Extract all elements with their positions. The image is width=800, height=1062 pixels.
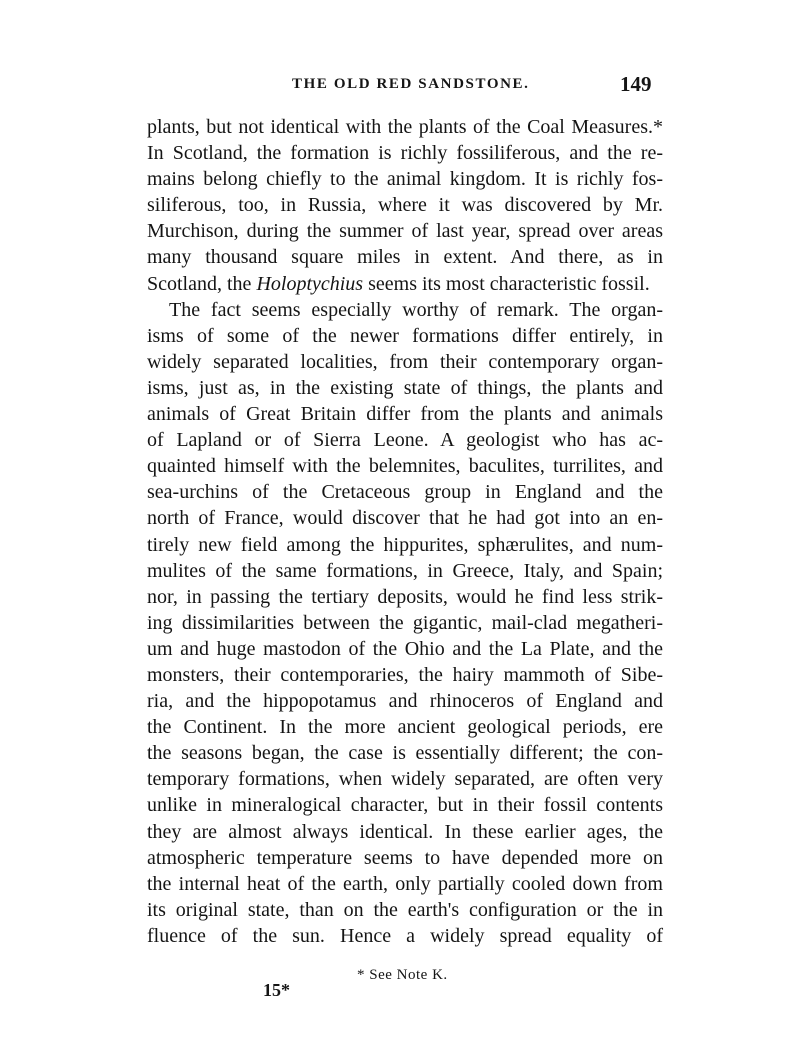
text-line: the seasons began, the case is essentially different; the con- — [147, 742, 663, 765]
text-line: animals of Great Britain differ from the plants and animals — [147, 403, 663, 426]
text-line: the internal heat of the earth, only partially cooled down from — [147, 872, 663, 895]
text-line: atmospheric temperature seems to have depended more on — [147, 846, 663, 869]
text-line: its original state, than on the earth's configuration or the in — [147, 898, 663, 921]
text-line: unlike in mineralogical character, but in their fossil contents — [147, 794, 663, 817]
text-line: the Continent. In the more ancient geological periods, ere — [147, 716, 663, 739]
text-line: isms, just as, in the existing state of things, the plants and — [147, 376, 663, 399]
text-line: quainted himself with the belemnites, baculites, turrilites, and — [147, 455, 663, 478]
running-title: THE OLD RED SANDSTONE. — [292, 76, 530, 92]
text-line: siliferous, too, in Russia, where it was discovered by Mr. — [147, 194, 663, 217]
text-line: plants, but not identical with the plants of the Coal Measures.* — [147, 116, 663, 138]
text-line: tirely new field among the hippurites, sphærulites, and num- — [147, 533, 663, 556]
text-line: mulites of the same formations, in Greece, Italy, and Spain; — [147, 559, 663, 582]
text-line: they are almost always identical. In these earlier ages, the — [147, 820, 663, 843]
text-line: many thousand square miles in extent. And there, as in — [147, 246, 663, 269]
text-line: temporary formations, when widely separated, are often very — [147, 768, 663, 791]
text-line: isms of some of the newer formations differ entirely, in — [147, 324, 663, 347]
text-line: of Lapland or of Sierra Leone. A geologist who has ac- — [147, 429, 663, 452]
text-line: ing dissimilarities between the gigantic, mail-clad megatheri- — [147, 611, 663, 634]
text-line: Scotland, the Holoptychius seems its most characteristic fossil. — [147, 272, 650, 295]
text-line: In Scotland, the formation is richly fossiliferous, and the re- — [147, 142, 663, 165]
text-line: widely separated localities, from their contemporary organ- — [147, 350, 663, 373]
paragraph-start-line: The fact seems especially worthy of remark. The organ- — [169, 298, 663, 321]
text-line: nor, in passing the tertiary deposits, would he find less strik- — [147, 585, 663, 608]
text-line: sea-urchins of the Cretaceous group in England and the — [147, 481, 663, 504]
species-name: Holoptychius — [256, 272, 364, 295]
text-line: fluence of the sun. Hence a widely spread equality of — [147, 924, 663, 947]
running-head — [0, 72, 800, 100]
text-line: um and huge mastodon of the Ohio and the La Plate, and the — [147, 637, 663, 660]
page-number: 149 — [620, 72, 652, 96]
body-text — [147, 114, 663, 949]
text-line: mains belong chiefly to the animal kingdom. It is richly fos- — [147, 168, 663, 191]
text-line: monsters, their contemporaries, the hairy mammoth of Sibe- — [147, 663, 663, 686]
signature-mark: 15* — [263, 980, 290, 1000]
text-line: north of France, would discover that he had got into an en- — [147, 507, 663, 530]
text-line: ria, and the hippopotamus and rhinoceros of England and — [147, 690, 663, 713]
text-line: Murchison, during the summer of last year, spread over areas — [147, 220, 663, 243]
footnote: * See Note K. — [357, 967, 448, 983]
